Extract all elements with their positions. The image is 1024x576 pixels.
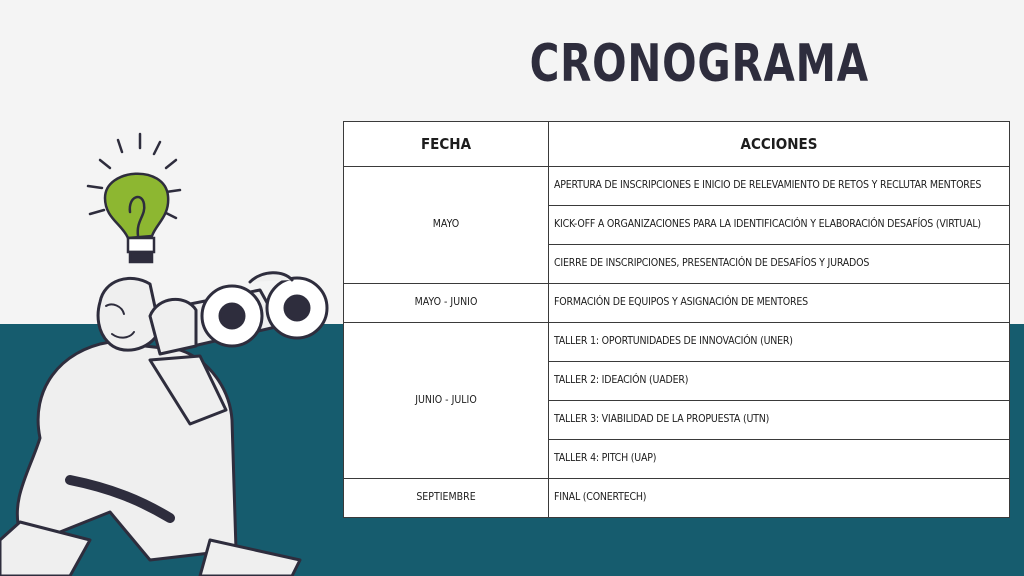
action-cell: FINAL (CONERTECH) xyxy=(549,479,1010,518)
column-header-date: FECHA xyxy=(344,122,549,167)
action-cell: FORMACIÓN DE EQUIPOS Y ASIGNACIÓN DE MENTORES xyxy=(549,284,1010,323)
date-cell: JUNIO - JULIO xyxy=(344,323,549,479)
table-row xyxy=(344,479,1010,518)
action-cell: CIERRE DE INSCRIPCIONES, PRESENTACIÓN DE DESAFÍOS Y JURADOS xyxy=(549,245,1010,284)
schedule-table xyxy=(343,121,1010,518)
table-header-row xyxy=(344,122,1010,167)
action-cell: TALLER 3: VIABILIDAD DE LA PROPUESTA (UTN) xyxy=(549,401,1010,440)
action-cell: APERTURA DE INSCRIPCIONES E INICIO DE RELEVAMIENTO DE RETOS Y RECLUTAR MENTORES xyxy=(549,167,1010,206)
lightbulb-icon xyxy=(88,134,180,262)
action-cell: TALLER 1: OPORTUNIDADES DE INNOVACIÓN (UNER) xyxy=(549,323,1010,362)
action-cell: TALLER 4: PITCH (UAP) xyxy=(549,440,1010,479)
action-cell: TALLER 2: IDEACIÓN (UADER) xyxy=(549,362,1010,401)
column-header-actions: ACCIONES xyxy=(549,122,1010,167)
table-row xyxy=(344,284,1010,323)
date-cell: MAYO - JUNIO xyxy=(344,284,549,323)
table-row xyxy=(344,167,1010,206)
table-row xyxy=(344,323,1010,362)
date-cell: MAYO xyxy=(344,167,549,284)
page-title: CRONOGRAMA xyxy=(529,34,869,94)
action-cell: KICK-OFF A ORGANIZACIONES PARA LA IDENTIFICACIÓN Y ELABORACIÓN DESAFÍOS (VIRTUAL) xyxy=(549,206,1010,245)
date-cell: SEPTIEMBRE xyxy=(344,479,549,518)
binoculars-person-illustration xyxy=(0,120,340,576)
